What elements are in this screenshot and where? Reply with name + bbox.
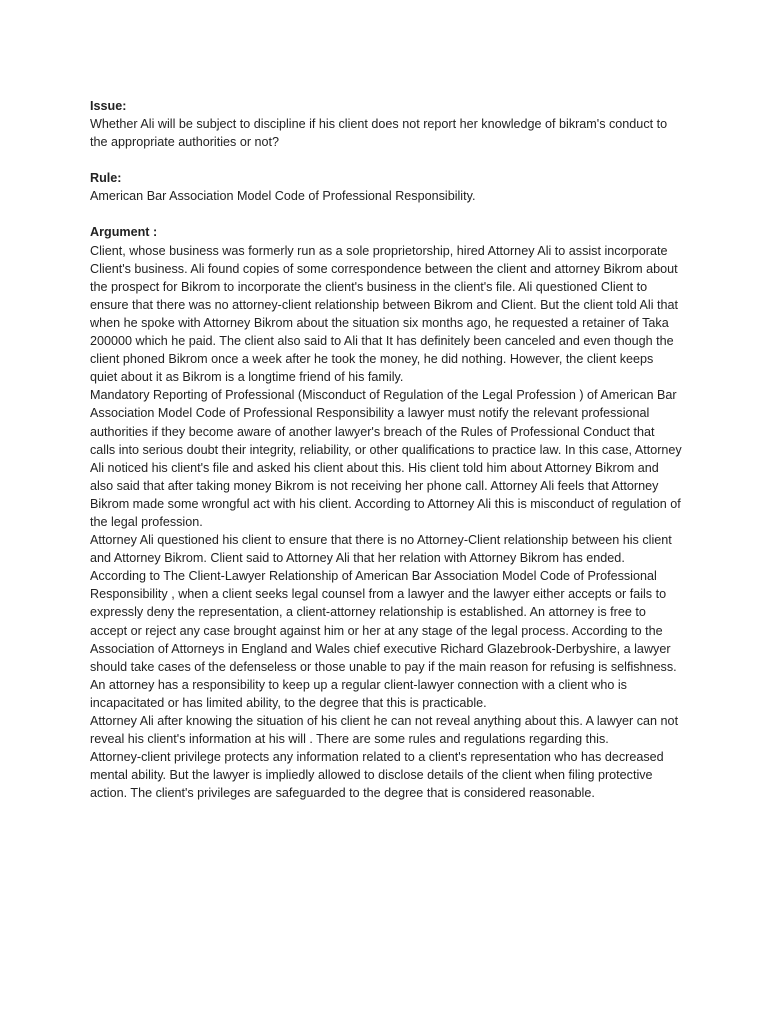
issue-text: Whether Ali will be subject to discipline if his client does not report her knowledge of bikram's conduct to the appropriate authorities or not? — [90, 117, 668, 150]
issue-heading: Issue: — [90, 99, 127, 113]
argument-paragraph: Client, whose business was formerly run as a sole proprietorship, hired Attorney Ali to assist incorporate Client's business. Ali found copies of some correspondence between the client and attorney Bikrom about the prospect for Bikrom to incorporate the client's business in the client's file. Ali questioned Client to ensure that there was no attorney-client relationship between Bikrom and Client. But the client told Ali that when he spoke with Attorney Bikrom about the situation six months ago, he requested a retainer of Taka 200000 which he paid. The client also said to Ali that It has definitely been canceled and even though the client phoned Bikrom once a week after he took the money, he did nothing. However, the client keeps quiet about it as Bikrom is a longtime friend of his family. — [90, 243, 679, 385]
argument-paragraph: Attorney-client privilege protects any information related to a client's representation who has decreased mental ability. But the lawyer is impliedly allowed to disclose details of the client when filing protective action. The client's privileges are safeguarded to the degree that is considered reasonable. — [90, 750, 664, 801]
argument-paragraph: Mandatory Reporting of Professional (Misconduct of Regulation of the Legal Profession ) of American Bar Association Model Code of Professional Responsibility a lawyer must notify the relevant professional authorities if they become aware of another lawyer's breach of the Rules of Professional Conduct that calls into serious doubt their integrity, reliability, or other qualifications to practice law. In this case, Attorney Ali noticed his client's file and asked his client about this. His client told him about Attorney Bikrom and also said that after taking money Bikrom is not receiving her phone call. Attorney Ali feels that Attorney Bikrom made some wrongful act with his client. According to Attorney Ali this is misconduct of regulation of the legal profession. — [90, 388, 682, 529]
argument-paragraph: Attorney Ali after knowing the situation of his client he can not reveal anything about this. A lawyer can not reveal his client's information at his will . There are some rules and regulations regarding this. — [90, 714, 679, 747]
document-body — [90, 97, 682, 802]
spacer — [90, 205, 682, 223]
spacer — [90, 151, 682, 169]
rule-heading: Rule: — [90, 171, 122, 186]
rule-text: American Bar Association Model Code of Professional Responsibility. — [90, 189, 476, 204]
argument-heading: Argument : — [90, 225, 158, 240]
argument-paragraph: Attorney Ali questioned his client to ensure that there is no Attorney-Client relationship between his client and Attorney Bikrom. Client said to Attorney Ali that her relation with Attorney Bikrom has ended. According to The Client-Lawyer Relationship of American Bar Association Model Code of Professional Responsibility , when a client seeks legal counsel from a lawyer and the lawyer either accepts or fails to expressly deny the representation, a client-attorney relationship is established. An attorney is free to accept or reject any case brought against him or her at any stage of the legal process. According to the Association of Attorneys in England and Wales chief executive Richard Glazebrook-Derbyshire, a lawyer should take cases of the defenseless or those unable to pay if the main reason for refusing is selfishness. An attorney has a responsibility to keep up a regular client-lawyer connection with a client who is incapacitated or has limited ability, to the degree that this is practicable. — [90, 533, 677, 710]
